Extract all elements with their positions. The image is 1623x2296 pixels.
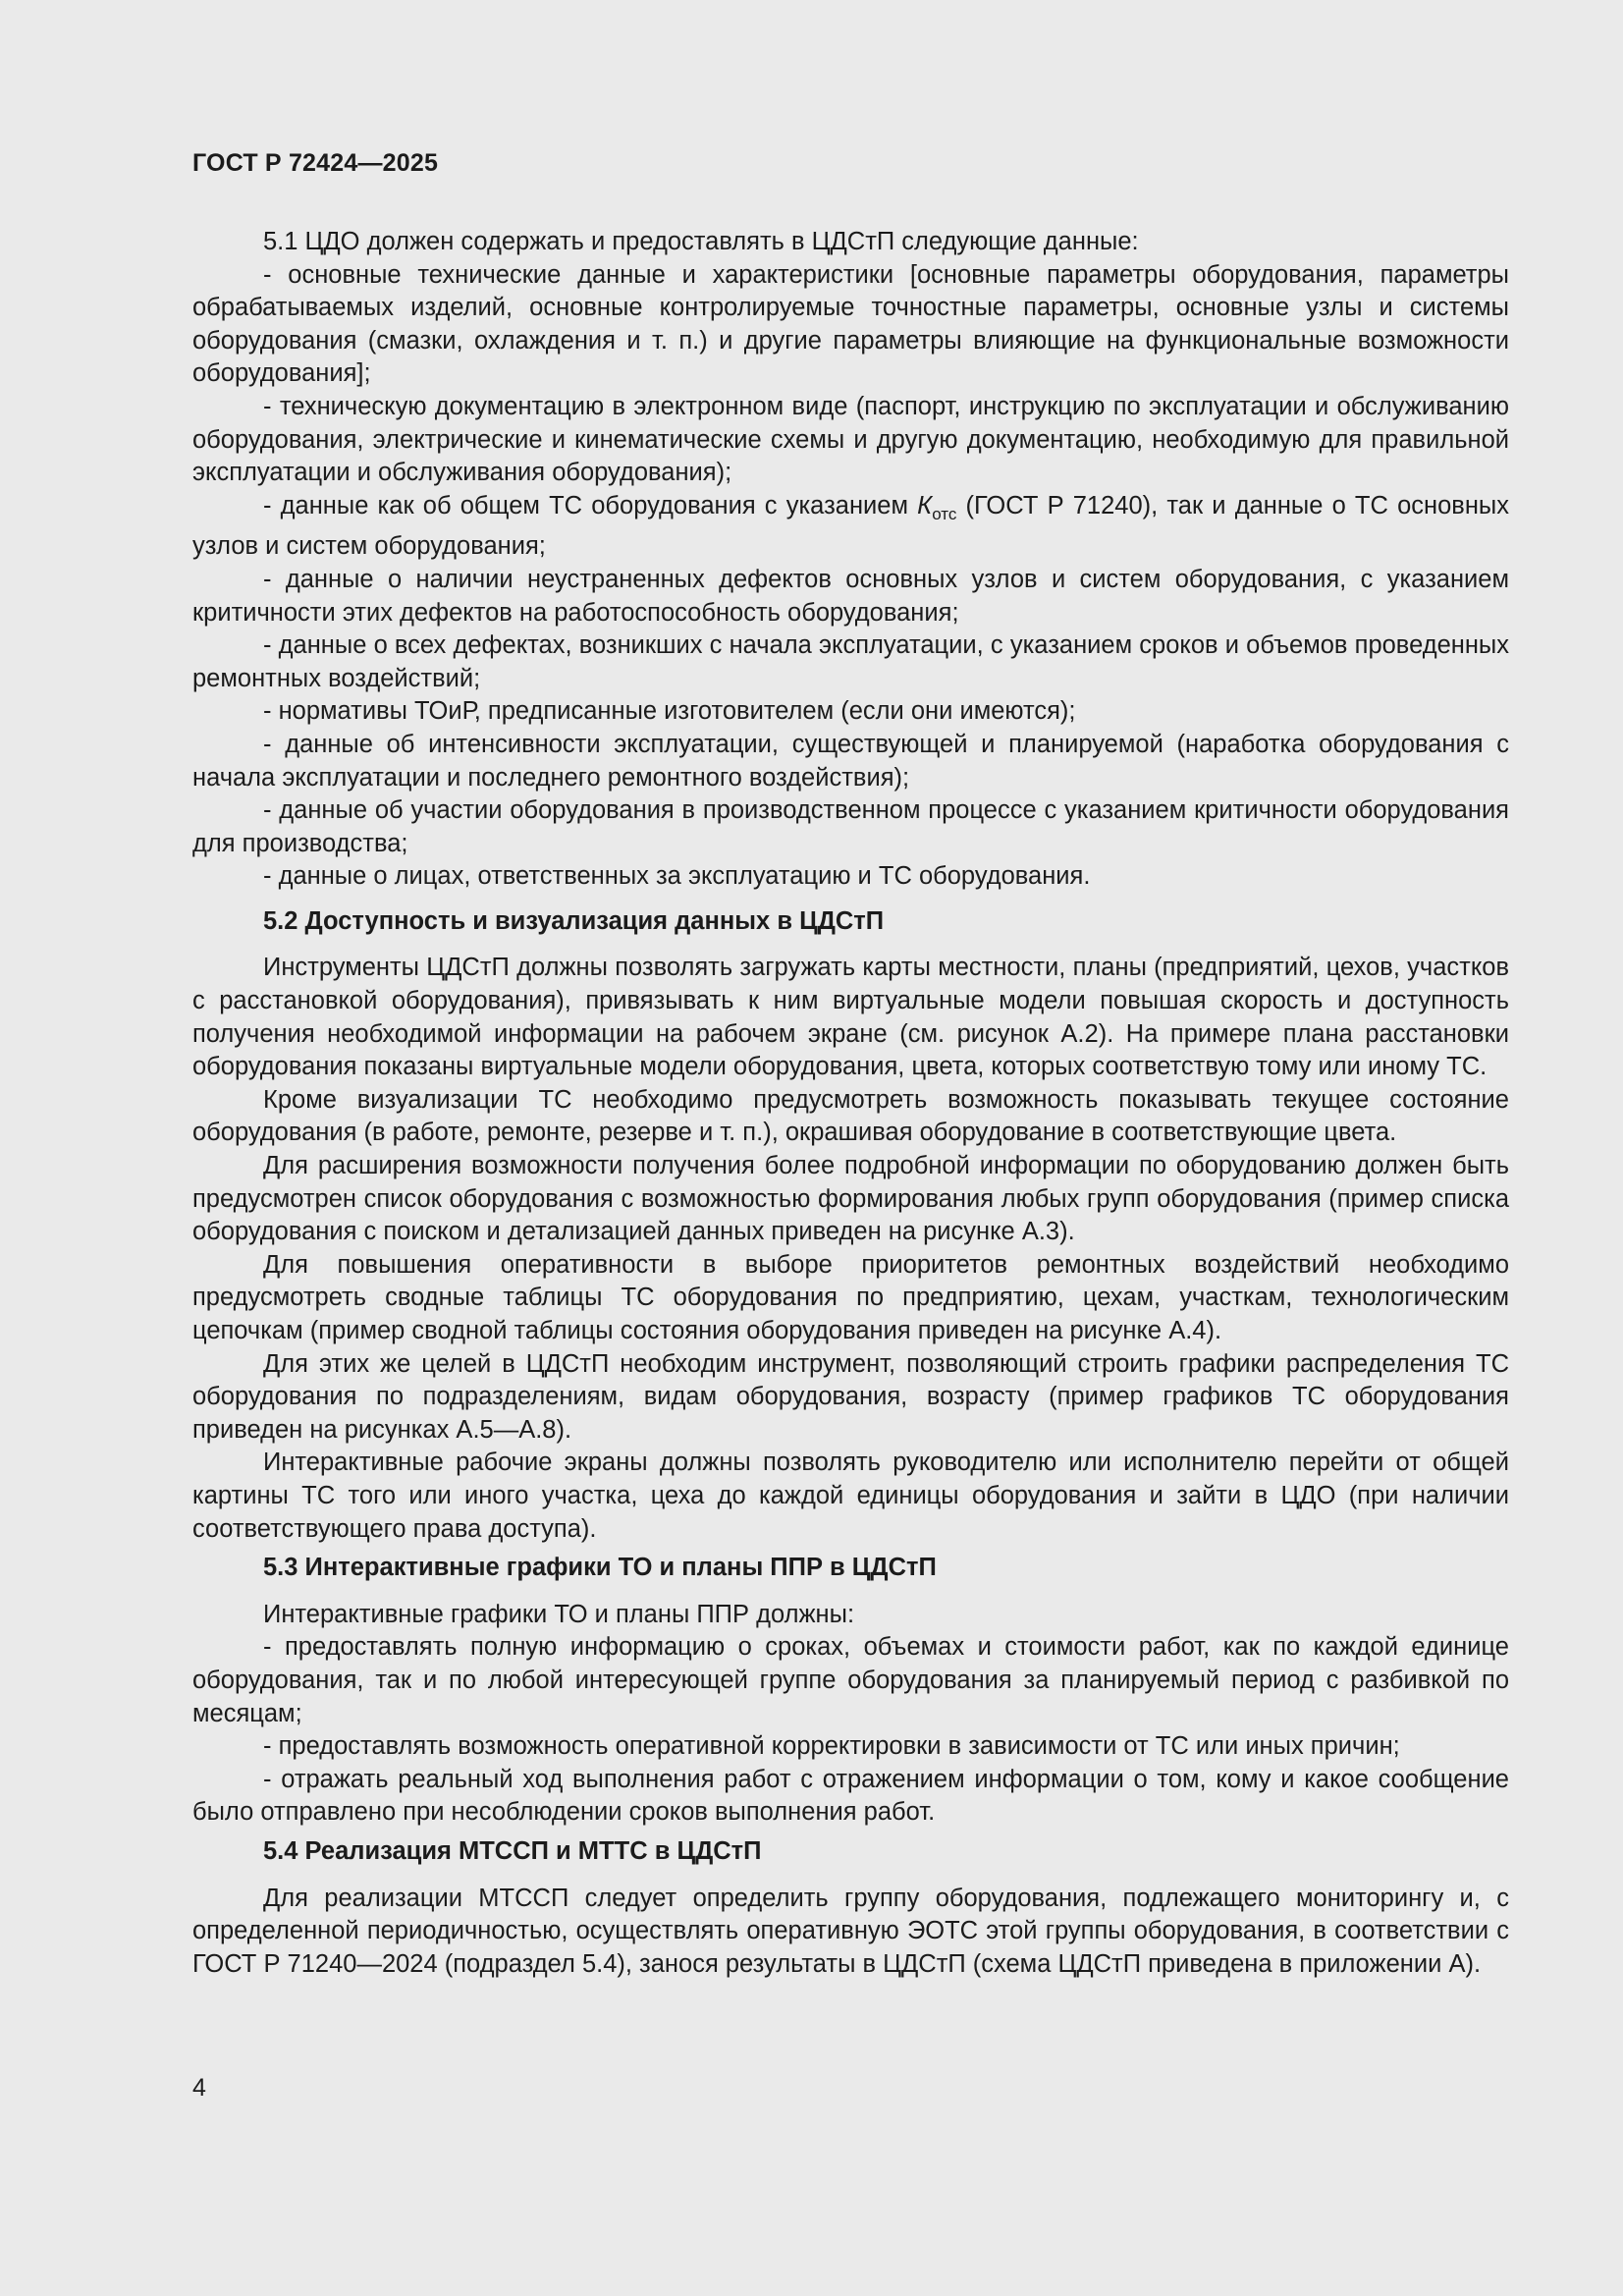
paragraph: Для реализации МТССП следует определить группу оборудования, подлежащего мониторингу и, с определенной периодичностью, осуществлять оперативную ЭОТС этой группы оборудования, в соответствии с ГОСТ Р 71240—2024 (подраздел 5.4), занося результаты в ЦДСтП (схема ЦДСтП приведена в приложении А). bbox=[192, 1884, 1509, 1978]
list-item: - данные о наличии неустраненных дефектов основных узлов и систем оборудования, с указанием критичности этих дефектов на работоспособность оборудования; bbox=[192, 565, 1509, 627]
section-5-3-intro: Интерактивные графики ТО и планы ППР должны: bbox=[263, 1600, 855, 1628]
paragraph: Для повышения оперативности в выборе приоритетов ремонтных воздействий необходимо предусмотреть сводные таблицы ТС оборудования по предприятию, цехам, участкам, технологическим цепочкам (пример сводной таблицы состояния оборудования приведен на рисунке А.4). bbox=[192, 1250, 1509, 1344]
document-body bbox=[192, 226, 1509, 1981]
paragraph: Кроме визуализации ТС необходимо предусмотреть возможность показывать текущее состояние оборудования (в работе, ремонте, резерве и т. п.), окрашивая оборудование в соответствующие цвета. bbox=[192, 1085, 1509, 1147]
paragraph: Для расширения возможности получения более подробной информации по оборудованию должен быть предусмотрен список оборудования с возможностью формирования любых групп оборудования (пример списка оборудования с поиском и детализацией данных приведен на рисунке А.3). bbox=[192, 1152, 1509, 1246]
kots-symbol: К bbox=[917, 491, 933, 519]
kots-subscript: отс bbox=[932, 504, 957, 523]
paragraph: Интерактивные рабочие экраны должны позволять руководителю или исполнителю перейти от общей картины ТС того или иного участка, цеха до каждой единицы оборудования и зайти в ЦДО (при наличии соответствующего права доступа). bbox=[192, 1449, 1509, 1543]
section-5-2-heading: 5.2 Доступность и визуализация данных в ЦДСтП bbox=[263, 906, 885, 935]
kots-text-before: - данные как об общем ТС оборудования с указанием bbox=[263, 491, 918, 519]
list-item: - предоставлять полную информацию о сроках, объемах и стоимости работ, как по каждой единице оборудования, так и по любой интересующей группе оборудования за планируемый период с разбивкой по месяцам; bbox=[192, 1633, 1509, 1727]
list-item: - данные об участии оборудования в производственном процессе с указанием критичности оборудования для производства; bbox=[192, 796, 1509, 857]
document-id-header: ГОСТ Р 72424—2025 bbox=[192, 149, 439, 177]
section-5-4-heading: 5.4 Реализация МТССП и МТТС в ЦДСтП bbox=[263, 1836, 762, 1865]
page-number: 4 bbox=[192, 2074, 206, 2102]
list-item: - нормативы ТОиР, предписанные изготовителем (если они имеются); bbox=[263, 697, 1076, 726]
section-5-3-heading: 5.3 Интерактивные графики ТО и планы ППР в ЦДСтП bbox=[263, 1554, 937, 1582]
list-item-kots bbox=[192, 490, 1509, 564]
list-item: - данные об интенсивности эксплуатации, существующей и планируемой (наработка оборудования с начала эксплуатации и последнего ремонтного воздействия); bbox=[192, 730, 1509, 792]
paragraph: Для этих же целей в ЦДСтП необходим инструмент, позволяющий строить графики распределения ТС оборудования по подразделениям, видам оборудования, возрасту (пример графиков ТС оборудования приведен на рисунках А.5—А.8). bbox=[192, 1349, 1509, 1444]
paragraph: Инструменты ЦДСтП должны позволять загружать карты местности, планы (предприятий, цехов, участков с расстановкой оборудования), привязывать к ним виртуальные модели повышая скорость и доступность получения необходимой информации на рабочем экране (см. рисунок А.2). На примере плана расстановки оборудования показаны виртуальные модели оборудования, цвета, которых соответствую тому или иному ТС. bbox=[192, 954, 1509, 1081]
list-item: - предоставлять возможность оперативной корректировки в зависимости от ТС или иных причин; bbox=[263, 1732, 1400, 1761]
section-5-1-intro: 5.1 ЦДО должен содержать и предоставлять в ЦДСтП следующие данные: bbox=[263, 228, 1139, 255]
list-item: - отражать реальный ход выполнения работ с отражением информации о том, кому и какое сообщение было отправлено при несоблюдении сроков выполнения работ. bbox=[192, 1765, 1509, 1827]
kots-text-after: (ГОСТ Р 71240), так и данные о ТС основных узлов и систем оборудования; bbox=[192, 491, 1509, 561]
list-item: - данные о всех дефектах, возникших с начала эксплуатации, с указанием сроков и объемов проведенных ремонтных воздействий; bbox=[192, 631, 1509, 692]
list-item: - техническую документацию в электронном виде (паспорт, инструкцию по эксплуатации и обслуживанию оборудования, электрические и кинематические схемы и другую документацию, необходимую для правильной эксплуатации и обслуживания оборудования); bbox=[192, 392, 1509, 487]
list-item: - основные технические данные и характеристики [основные параметры оборудования, параметры обрабатываемых изделий, основные контролируемые точностные параметры, основные узлы и системы оборудования (смазки, охлаждения и т. п.) и другие параметры влияющие на функциональные возможности оборудования]; bbox=[192, 260, 1509, 388]
list-item: - данные о лицах, ответственных за эксплуатацию и ТС оборудования. bbox=[263, 862, 1091, 891]
